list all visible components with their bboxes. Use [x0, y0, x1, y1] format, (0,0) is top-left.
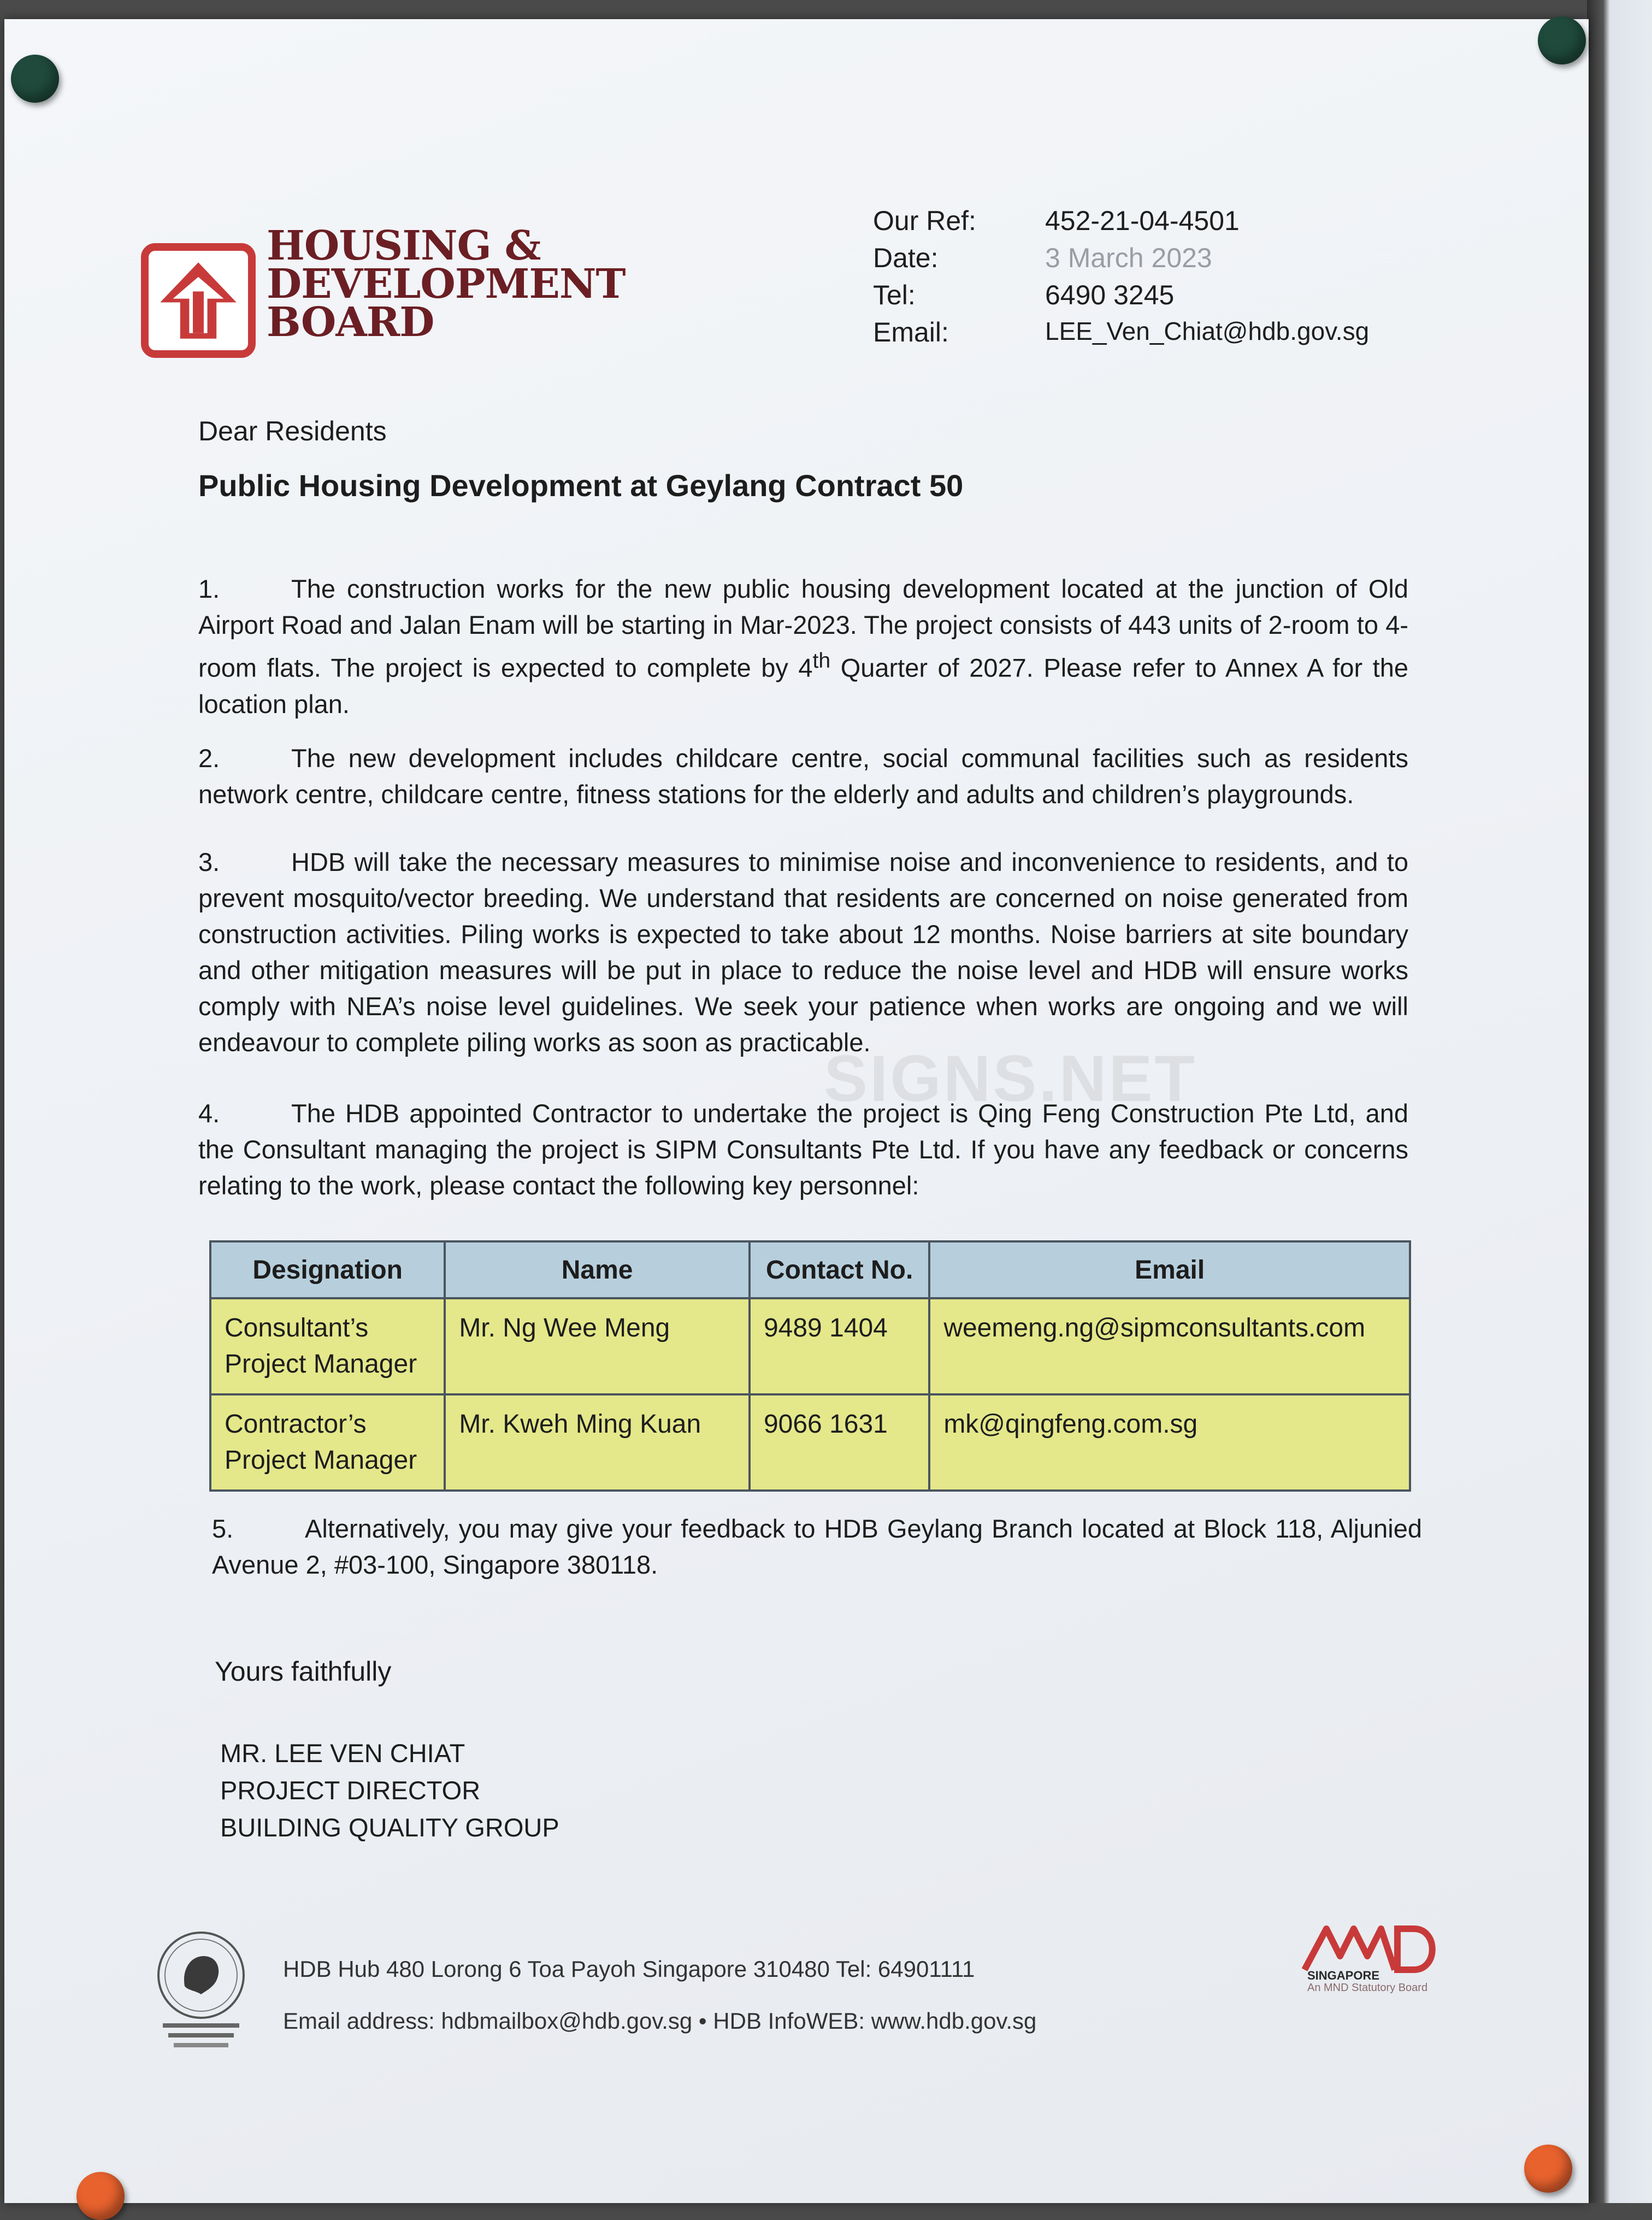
paragraph-number: 4.: [198, 1099, 220, 1128]
paragraph-5: [212, 1511, 1422, 1583]
email-value: LEE_Ven_Chiat@hdb.gov.sg: [1045, 317, 1370, 345]
closing: Yours faithfully: [215, 1656, 392, 1687]
table-header-row: [210, 1241, 1410, 1298]
letter-paper: [4, 19, 1589, 2203]
notice-board-frame: [1587, 0, 1652, 2203]
superscript: th: [812, 649, 831, 673]
pushpin-icon: [1524, 2145, 1572, 2193]
header-name: Name: [445, 1241, 750, 1298]
paragraph-text: HDB will take the necessary measures to minimise noise and inconvenience to residents, and to prevent mosquito/vector breeding. We understand that residents are concerned on noise generated from construction activities. Piling works is expected to take about 12 months. Noise barriers at site boundary and other mitigation measures will be put in place to reduce the noise level and HDB will ensure works comply with NEA’s noise level guidelines. We seek your patience when works are ongoing and we will endeavour to complete piling works as soon as practicable.: [198, 847, 1408, 1057]
our-ref-label: Our Ref:: [873, 205, 976, 236]
paragraph-text: Quarter of 2027. Please refer to Annex A for the location plan.: [198, 653, 1409, 719]
cell-email: mk@qingfeng.com.sg: [929, 1394, 1410, 1491]
paragraph-text: Alternatively, you may give your feedback to HDB Geylang Branch located at Block 118, Aljunied Avenue 2, #03-100, Singapore 380118.: [212, 1514, 1422, 1579]
watermark: SIGNS.NET: [824, 1042, 1197, 1115]
signatory-title: PROJECT DIRECTOR: [220, 1776, 481, 1805]
cell-contact: 9066 1631: [750, 1394, 929, 1491]
date-value: 3 March 2023: [1045, 243, 1212, 273]
footer-email: Email address: hdbmailbox@hdb.gov.sg • HDB InfoWEB: www.hdb.gov.sg: [283, 2008, 1037, 2034]
paragraph-3: [198, 844, 1408, 1061]
header-designation: Designation: [210, 1241, 445, 1298]
table-row: [210, 1298, 1410, 1394]
pushpin-icon: [76, 2172, 125, 2220]
paragraph-2: [198, 740, 1408, 812]
cell-designation: Consultant’s Project Manager: [210, 1298, 445, 1394]
paragraph-text: The HDB appointed Contractor to undertake the project is Qing Feng Construction Pte Ltd, and the Consultant managing the project is SIPM Consultants Pte Ltd. If you have any feedback or concerns relating to the work, please contact the following key personnel:: [198, 1099, 1408, 1200]
mnd-singapore-label: SINGAPORE: [1307, 1969, 1380, 1982]
cell-designation: Contractor’s Project Manager: [210, 1394, 445, 1491]
cell-name: Mr. Kweh Ming Kuan: [445, 1394, 750, 1491]
tel-label: Tel:: [873, 280, 916, 310]
paragraph-number: 1.: [198, 574, 220, 603]
signatory-group: BUILDING QUALITY GROUP: [220, 1813, 559, 1842]
tel-value: 6490 3245: [1045, 280, 1175, 310]
quality-award-logo: [152, 1926, 250, 2057]
mnd-statutory-label: An MND Statutory Board: [1307, 1982, 1428, 1994]
cell-contact: 9489 1404: [750, 1298, 929, 1394]
salutation: Dear Residents: [198, 416, 387, 446]
paragraph-4: [198, 1096, 1408, 1204]
paragraph-1: [198, 571, 1408, 722]
contact-table: [209, 1240, 1411, 1492]
email-label: Email:: [873, 317, 949, 348]
signature-block: [220, 1735, 559, 1846]
our-ref-value: 452-21-04-4501: [1045, 205, 1240, 236]
logo-line-1: HOUSING &: [267, 222, 541, 269]
hdb-logo-text: [267, 222, 649, 346]
paragraph-number: 2.: [198, 744, 220, 773]
cell-email: weemeng.ng@sipmconsultants.com: [929, 1298, 1410, 1394]
cell-name: Mr. Ng Wee Meng: [445, 1298, 750, 1394]
table-row: [210, 1394, 1410, 1491]
logo-line-3: BOARD: [267, 299, 434, 346]
pushpin-icon: [11, 55, 59, 103]
letter-subject: Public Housing Development at Geylang Contract 50: [198, 468, 964, 503]
paragraph-number: 3.: [198, 847, 220, 876]
signatory-name: MR. LEE VEN CHIAT: [220, 1739, 465, 1768]
logo-line-2: DEVELOPMENT: [267, 261, 626, 308]
pushpin-icon: [1538, 16, 1586, 64]
paragraph-number: 5.: [212, 1514, 234, 1543]
header-email: Email: [929, 1241, 1410, 1298]
header-contact: Contact No.: [750, 1241, 929, 1298]
date-label: Date:: [873, 243, 939, 273]
paragraph-text: The construction works for the new public housing development located at the junction of Old Airport Road and Jalan Enam will be starting in Mar-2023. The project consists of 443 units of 2-room to 4-room flats. The project is expected to complete by 4: [198, 574, 1408, 682]
hdb-house-icon: [141, 243, 256, 358]
footer-address: HDB Hub 480 Lorong 6 Toa Payoh Singapore 310480 Tel: 64901111: [283, 1956, 975, 1982]
paragraph-text: The new development includes childcare centre, social communal facilities such as residents network centre, childcare centre, fitness stations for the elderly and adults and children’s playgrounds.: [198, 744, 1408, 809]
